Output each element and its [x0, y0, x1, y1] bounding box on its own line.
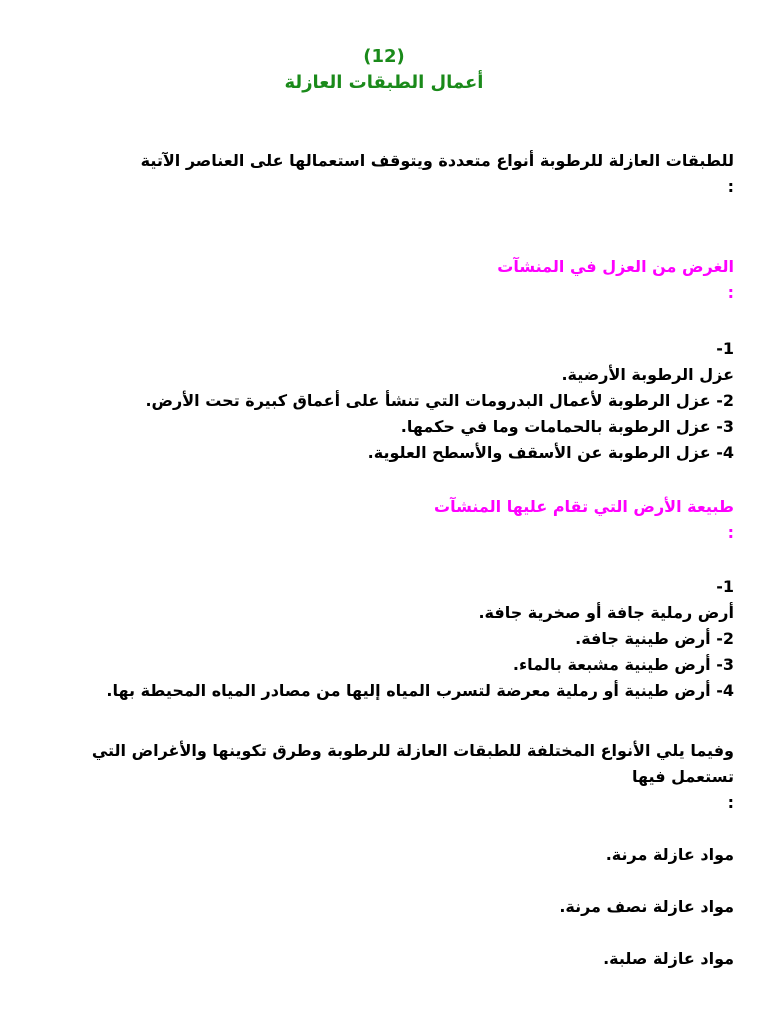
page-number: (12) [363, 46, 405, 67]
material-item: مواد عازلة نصف مرنة. [559, 897, 734, 916]
section1-colon: : [727, 283, 734, 302]
types-intro-paragraph [40, 738, 734, 816]
section2-colon: : [727, 523, 734, 542]
section1-first-number: 1- [716, 339, 734, 358]
section2-heading-block [40, 494, 734, 546]
list-item: 4- أرض طينية أو رملية معرضة لتسرب المياه إليها من مصادر المياه المحيطة بها. [106, 681, 734, 700]
intro-paragraph [40, 148, 734, 200]
section2-list [40, 574, 734, 704]
section1-list [40, 336, 734, 466]
material-item: مواد عازلة صلبة. [603, 949, 734, 968]
types-intro-colon: : [727, 793, 734, 812]
intro-text: للطبقات العازلة للرطوبة أنواع متعددة ويتوقف استعمالها على العناصر الآتية [140, 151, 734, 170]
intro-colon: : [727, 177, 734, 196]
list-item: 3- عزل الرطوبة بالحمامات وما في حكمها. [400, 417, 734, 436]
types-intro-text: وفيما يلي الأنواع المختلفة للطبقات العازلة للرطوبة وطرق تكوينها والأغراض التي تستعمل فيها [91, 741, 734, 786]
section1-heading: الغرض من العزل في المنشآت [497, 257, 734, 276]
section1-heading-block [40, 254, 734, 306]
list-item: 2- أرض طينية جافة. [575, 629, 734, 648]
list-item: 3- أرض طينية مشبعة بالماء. [512, 655, 734, 674]
material-item: مواد عازلة مرنة. [605, 845, 734, 864]
list-item: عزل الرطوبة الأرضية. [561, 365, 734, 384]
list-item: أرض رملية جافة أو صخرية جافة. [478, 603, 734, 622]
section2-heading: طبيعة الأرض التي تقام عليها المنشآت [434, 497, 734, 516]
list-item: 4- عزل الرطوبة عن الأسقف والأسطح العلوية. [367, 443, 734, 462]
list-item: 2- عزل الرطوبة لأعمال البدرومات التي تنشأ على أعماق كبيرة تحت الأرض. [145, 391, 734, 410]
section2-first-number: 1- [716, 577, 734, 596]
page-title: أعمال الطبقات العازلة [284, 72, 484, 93]
